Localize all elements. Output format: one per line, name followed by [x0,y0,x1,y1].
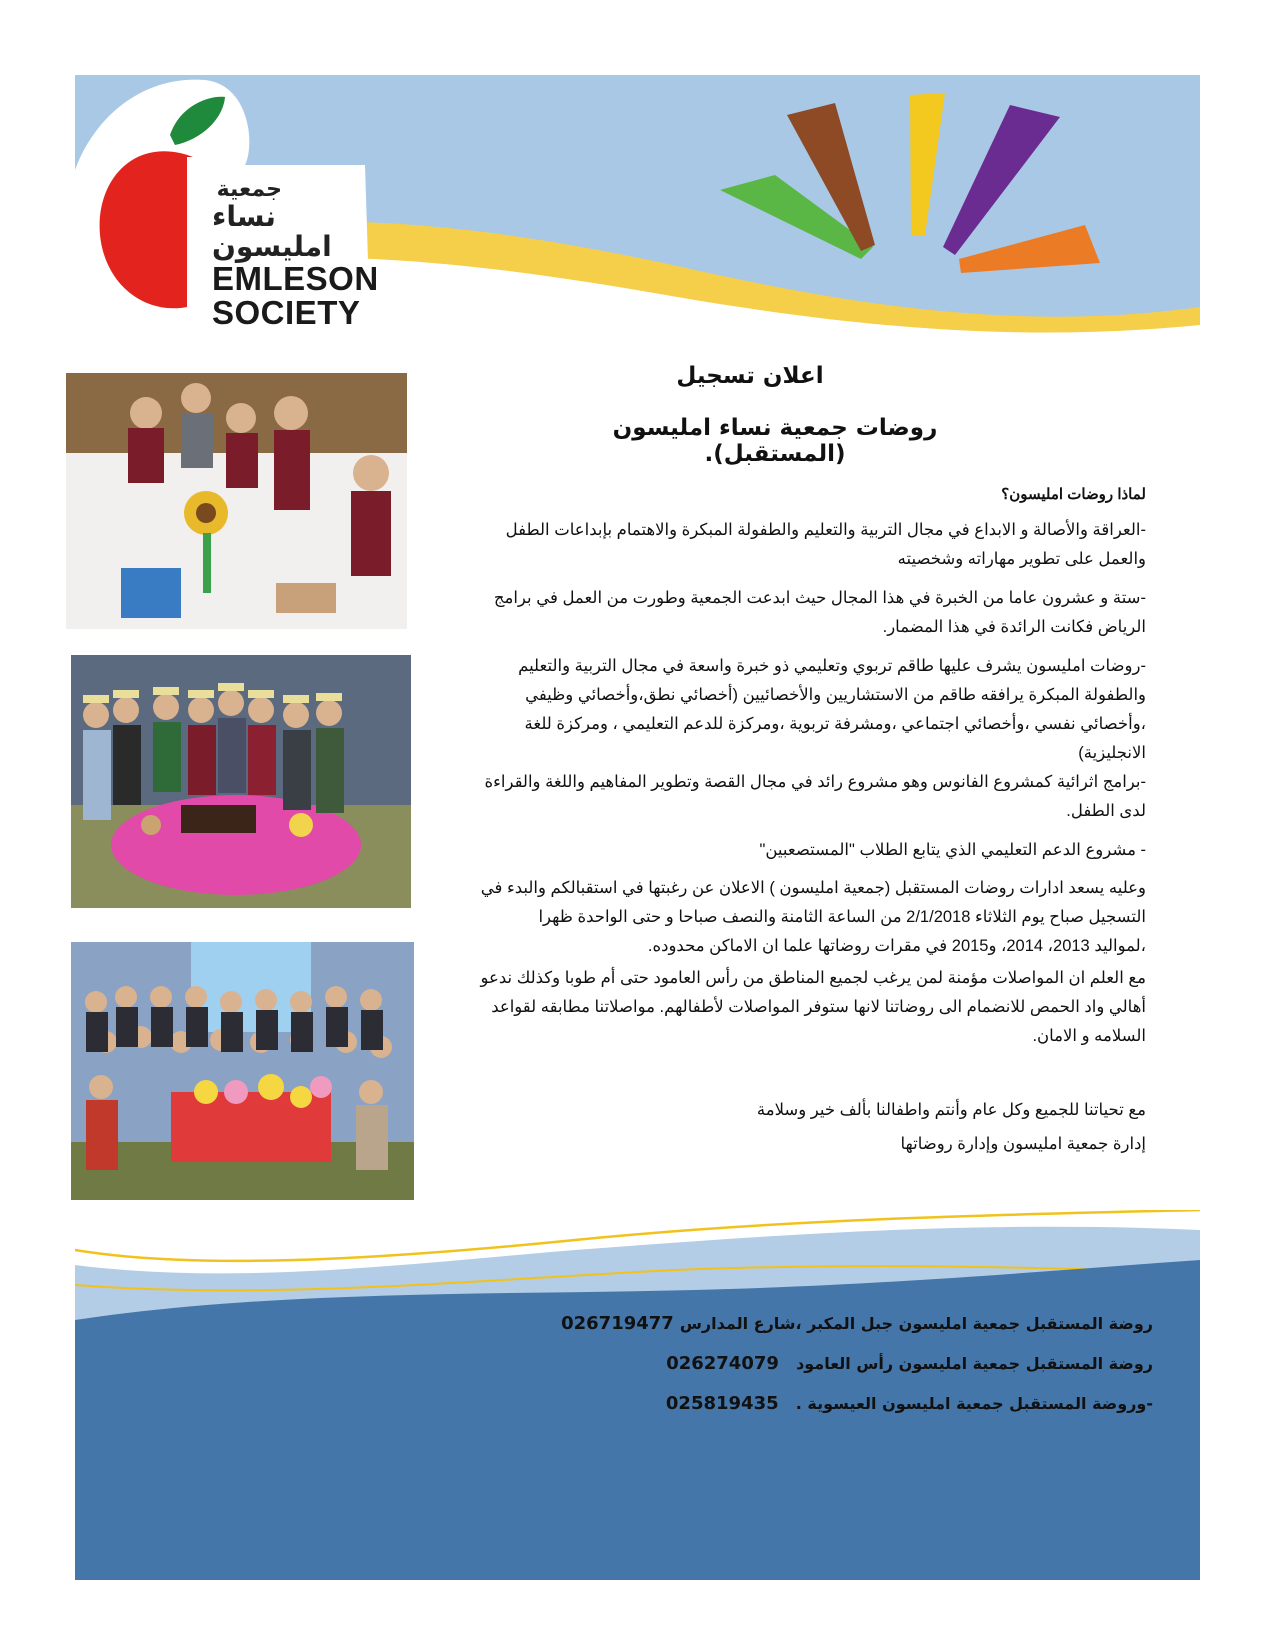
registration-line1: وعليه يسعد ادارات روضات المستقبل (جمعية امليسون ) الاعلان عن رغبتها في استقبالكم والبدء في [480,879,1146,897]
registration-line2: التسجيل صباح يوم الثلاثاء 2/1/2018 من الساعة الثامنة والنصف صباحا و حتى الواحدة ظهرا [538,908,1146,926]
footer-branch-3: -وروضة المستقبل جمعية امليسون العيسوية . [795,1394,1153,1413]
footer-phone-3: 025819435 [665,1393,779,1414]
footer-line-2 [666,1353,1153,1374]
page-subtitle: روضات جمعية نساء امليسون (المستقبل). [612,415,938,467]
paragraph-transport: مع العلم ان المواصلات مؤمنة لمن يرغب لجميع المناطق من رأس العامود حتى أم طوبا وكذلك ندعو أهالي واد الحمص للانضمام الى روضاتنا لانها ستوفر المواصلات لأطفالهم. مواصلاتنا مطابقه لقواعد السلامه و الامان. [480,969,1146,1045]
closing-signature: إدارة جمعية امليسون وإدارة روضاتها [900,1135,1146,1153]
logo-english-line2: SOCIETY [212,294,361,331]
photo-children-party [71,655,411,908]
footer-branch-2: روضة المستقبل جمعية امليسون رأس العامود [796,1354,1153,1373]
registration-line3: ،لمواليد 2013، 2014، و2015 في مقرات روضاتها علما ان الاماكن محدوده. [647,937,1146,955]
photo-children-group [71,942,414,1200]
paragraph-registration [462,874,1146,961]
paragraph-staff: -روضات امليسون يشرف عليها طاقم تربوي وتعليمي ذو خبرة واسعة في مجال التربية والتعليم والطفولة المبكرة يرافقه طاقم من الاستشاريين والأخصائيين (أخصائي نطق،وأخصائي وظيفي ،وأخصائي نفسي ،وأخصائي اجتماعي ،ومشرفة تربوية ،ومركزة للدعم التعليمي ، ومركزة للغة الانجليزية) [518,657,1146,762]
footer-phone-1: 026719477 [561,1313,674,1334]
logo-arabic-line2: نساء امليسون [212,200,332,263]
footer-branch-1: روضة المستقبل جمعية امليسون جبل المكبر ،شارع المدارس [679,1314,1153,1333]
page-title: اعلان تسجيل [676,363,824,389]
paragraph-support: - مشروع الدعم التعليمي الذي يتابع الطلاب "المستصعبين" [759,841,1146,859]
question-heading: لماذا روضات امليسون؟ [1001,486,1146,503]
paragraph-programs: -برامج اثرائية كمشروع الفانوس وهو مشروع رائد في مجال القصة وتطوير المفاهيم واللغة والقراءة لدى الطفل. [484,773,1146,820]
footer-line-3 [666,1393,1153,1414]
logo [212,177,379,331]
footer-line-1 [561,1313,1153,1334]
paragraph-experience: -ستة و عشرون عاما من الخبرة في هذا المجال حيث ابدعت الجمعية وطورت من العمل في برامج الرياض فكانت الرائدة في هذا المضمار. [493,589,1146,636]
closing-greeting: مع تحياتنا للجميع وكل عام وأنتم واطفالنا بألف خير وسلامة [756,1101,1146,1119]
paragraph-heritage: -العراقة والأصالة و الابداع في مجال التربية والتعليم والطفولة المبكرة والاهتمام بإبداعات الطفل والعمل على تطوير مهاراته وشخصيته [505,521,1146,568]
logo-english-line1: EMLESON [212,260,379,297]
footer-phone-2: 026274079 [666,1353,779,1374]
photo-children-craft [66,373,407,629]
logo-arabic-line1: جمعية [216,177,282,202]
